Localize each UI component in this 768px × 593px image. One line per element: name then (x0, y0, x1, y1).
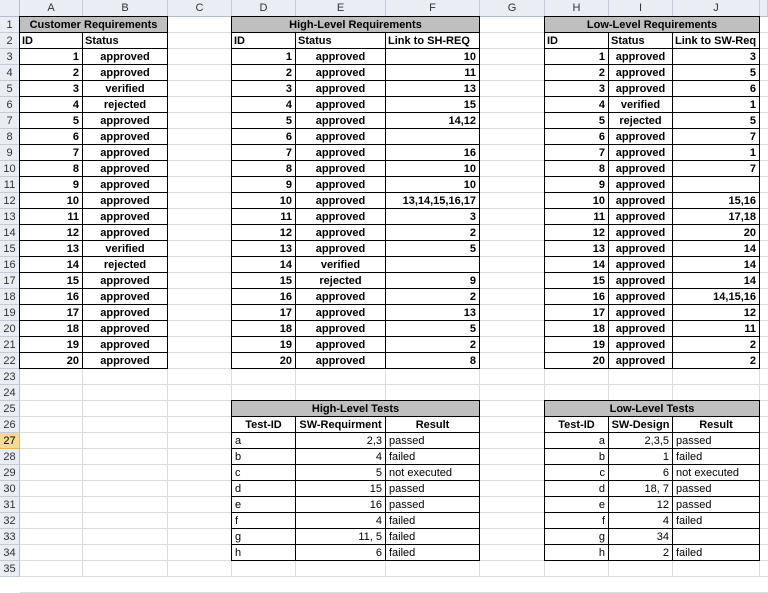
customer-header-id[interactable]: ID (20, 33, 83, 49)
table-cell[interactable]: 1 (609, 449, 673, 465)
low-level-header-status[interactable]: Status (609, 33, 673, 49)
table-cell[interactable]: approved (296, 81, 386, 97)
table-cell[interactable]: failed (386, 545, 480, 561)
table-cell[interactable]: 14 (545, 257, 609, 273)
table-cell[interactable]: 14 (673, 257, 760, 273)
row-header-11[interactable]: 11 (0, 177, 20, 193)
table-cell[interactable]: 2 (545, 65, 609, 81)
table-cell[interactable]: approved (83, 193, 168, 209)
row-header-4[interactable]: 4 (0, 65, 20, 81)
row-header-17[interactable]: 17 (0, 273, 20, 289)
table-cell[interactable]: 7 (232, 145, 296, 161)
column-header-c[interactable]: C (168, 0, 232, 17)
table-cell[interactable]: 12 (20, 225, 83, 241)
table-cell[interactable]: 15 (296, 481, 386, 497)
customer-header-status[interactable]: Status (83, 33, 168, 49)
table-cell[interactable]: 15 (232, 273, 296, 289)
table-cell[interactable]: 2 (386, 337, 480, 353)
table-cell[interactable]: 2 (673, 337, 760, 353)
table-cell[interactable]: a (232, 433, 296, 449)
table-cell[interactable]: 11, 5 (296, 529, 386, 545)
row-header-5[interactable]: 5 (0, 81, 20, 97)
table-cell[interactable]: 14 (232, 257, 296, 273)
table-cell[interactable]: 18 (545, 321, 609, 337)
table-cell[interactable]: approved (83, 289, 168, 305)
table-cell[interactable]: approved (296, 65, 386, 81)
low-tests-header-result[interactable]: Result (673, 417, 760, 433)
table-cell[interactable]: approved (83, 225, 168, 241)
table-cell[interactable]: 13,14,15,16,17 (386, 193, 480, 209)
table-cell[interactable]: approved (609, 337, 673, 353)
gridline (20, 384, 768, 385)
row-header-24[interactable]: 24 (0, 385, 20, 401)
table-cell[interactable]: passed (386, 481, 480, 497)
table-cell[interactable]: b (232, 449, 296, 465)
table-cell[interactable]: 34 (609, 529, 673, 545)
table-cell[interactable]: h (232, 545, 296, 561)
table-cell[interactable]: 11 (20, 209, 83, 225)
table-cell[interactable]: e (545, 497, 609, 513)
table-cell[interactable]: approved (609, 241, 673, 257)
table-cell[interactable]: 9 (545, 177, 609, 193)
table-cell[interactable]: 2 (673, 353, 760, 369)
table-cell[interactable]: approved (296, 305, 386, 321)
table-cell[interactable]: 11 (386, 65, 480, 81)
row-header-29[interactable]: 29 (0, 465, 20, 481)
column-header-j[interactable]: J (673, 0, 760, 17)
table-cell[interactable]: 13 (232, 241, 296, 257)
table-cell[interactable]: 11 (545, 209, 609, 225)
table-cell[interactable]: approved (83, 353, 168, 369)
table-cell[interactable]: 5 (545, 113, 609, 129)
table-cell[interactable]: approved (83, 273, 168, 289)
row-header-35[interactable]: 35 (0, 561, 20, 577)
table-cell[interactable]: 13 (386, 305, 480, 321)
table-cell[interactable]: approved (83, 49, 168, 65)
table-cell[interactable]: failed (673, 449, 760, 465)
table-cell[interactable]: 5 (386, 241, 480, 257)
table-cell[interactable]: 7 (545, 145, 609, 161)
table-cell[interactable]: 16 (545, 289, 609, 305)
table-cell[interactable]: approved (83, 177, 168, 193)
table-cell[interactable]: 10 (386, 161, 480, 177)
table-cell[interactable]: g (232, 529, 296, 545)
table-cell[interactable]: 19 (232, 337, 296, 353)
table-cell[interactable]: 12 (545, 225, 609, 241)
low-tests-header-sw-design[interactable]: SW-Design (609, 417, 673, 433)
row-header-2[interactable]: 2 (0, 33, 20, 49)
table-cell[interactable]: 15 (545, 273, 609, 289)
table-cell[interactable]: b (545, 449, 609, 465)
table-cell[interactable]: approved (296, 337, 386, 353)
table-cell[interactable]: failed (386, 513, 480, 529)
high-tests-header-result[interactable]: Result (386, 417, 480, 433)
table-cell[interactable]: e (232, 497, 296, 513)
table-cell[interactable]: a (545, 433, 609, 449)
table-cell[interactable]: 6 (296, 545, 386, 561)
high-level-header-id[interactable]: ID (232, 33, 296, 49)
table-cell[interactable]: 11 (232, 209, 296, 225)
table-cell[interactable] (673, 177, 760, 193)
table-cell[interactable]: 16 (386, 145, 480, 161)
table-cell[interactable]: approved (609, 193, 673, 209)
table-cell[interactable]: approved (83, 321, 168, 337)
table-cell[interactable]: 1 (232, 49, 296, 65)
table-cell[interactable]: approved (609, 49, 673, 65)
table-cell[interactable]: 2,3 (296, 433, 386, 449)
table-cell[interactable]: approved (296, 225, 386, 241)
table-cell[interactable]: approved (296, 145, 386, 161)
table-cell[interactable]: approved (296, 353, 386, 369)
table-cell[interactable]: 5 (673, 113, 760, 129)
high-level-header-status[interactable]: Status (296, 33, 386, 49)
row-header-15[interactable]: 15 (0, 241, 20, 257)
table-cell[interactable]: 16 (232, 289, 296, 305)
table-cell[interactable]: 1 (673, 145, 760, 161)
table-cell[interactable]: 4 (232, 97, 296, 113)
table-cell[interactable]: 10 (545, 193, 609, 209)
table-cell[interactable]: rejected (83, 97, 168, 113)
high-level-title[interactable]: High-Level Requirements (232, 17, 480, 33)
row-header-28[interactable]: 28 (0, 449, 20, 465)
table-cell[interactable]: 20 (673, 225, 760, 241)
table-cell[interactable]: verified (83, 81, 168, 97)
table-cell[interactable]: verified (83, 241, 168, 257)
low-level-header-link-to-sw-req[interactable]: Link to SW-Req (673, 33, 760, 49)
table-cell[interactable]: 1 (673, 97, 760, 113)
table-cell[interactable]: approved (296, 209, 386, 225)
table-cell[interactable]: approved (609, 177, 673, 193)
table-cell[interactable]: rejected (609, 113, 673, 129)
table-cell[interactable]: 14,15,16 (673, 289, 760, 305)
row-header-12[interactable]: 12 (0, 193, 20, 209)
table-cell[interactable]: 14 (673, 273, 760, 289)
table-cell[interactable]: 5 (20, 113, 83, 129)
row-header-19[interactable]: 19 (0, 305, 20, 321)
table-cell[interactable]: f (545, 513, 609, 529)
table-cell[interactable]: 1 (20, 49, 83, 65)
table-cell[interactable]: 3 (386, 209, 480, 225)
table-cell[interactable]: 14 (20, 257, 83, 273)
table-cell[interactable]: approved (296, 161, 386, 177)
table-cell[interactable]: 2 (20, 65, 83, 81)
table-cell[interactable]: 12 (609, 497, 673, 513)
table-cell[interactable]: 12 (673, 305, 760, 321)
column-header-b[interactable]: B (83, 0, 168, 17)
table-cell[interactable]: approved (83, 161, 168, 177)
table-cell[interactable]: failed (386, 449, 480, 465)
table-cell[interactable]: 12 (232, 225, 296, 241)
table-cell[interactable]: passed (673, 497, 760, 513)
table-cell[interactable]: 14 (673, 241, 760, 257)
table-cell[interactable]: 5 (673, 65, 760, 81)
table-cell[interactable]: 15 (20, 273, 83, 289)
table-cell[interactable] (386, 129, 480, 145)
row-header-23[interactable]: 23 (0, 369, 20, 385)
table-cell[interactable]: approved (83, 305, 168, 321)
row-header-3[interactable]: 3 (0, 49, 20, 65)
high-tests-header-test-id[interactable]: Test-ID (232, 417, 296, 433)
table-cell[interactable]: 13 (545, 241, 609, 257)
row-header-13[interactable]: 13 (0, 209, 20, 225)
table-cell[interactable]: passed (673, 481, 760, 497)
row-header-32[interactable]: 32 (0, 513, 20, 529)
table-cell[interactable]: approved (83, 145, 168, 161)
table-cell[interactable]: 19 (20, 337, 83, 353)
table-cell[interactable]: approved (609, 81, 673, 97)
table-cell[interactable]: 19 (545, 337, 609, 353)
table-cell[interactable]: 13 (386, 81, 480, 97)
table-cell[interactable]: approved (609, 225, 673, 241)
table-cell[interactable]: not executed (386, 465, 480, 481)
table-cell[interactable]: approved (296, 321, 386, 337)
table-cell[interactable]: d (232, 481, 296, 497)
table-cell[interactable]: approved (296, 49, 386, 65)
column-header-g[interactable]: G (480, 0, 545, 17)
table-cell[interactable]: 20 (20, 353, 83, 369)
table-cell[interactable]: approved (296, 289, 386, 305)
high-tests-header-sw-requirment[interactable]: SW-Requirment (296, 417, 386, 433)
table-cell[interactable]: 7 (20, 145, 83, 161)
table-cell[interactable]: 20 (545, 353, 609, 369)
column-header-a[interactable]: A (20, 0, 83, 17)
table-cell[interactable]: failed (673, 513, 760, 529)
table-cell[interactable]: 18 (20, 321, 83, 337)
table-cell[interactable]: 2 (609, 545, 673, 561)
table-cell[interactable]: 17 (545, 305, 609, 321)
table-cell[interactable]: approved (609, 257, 673, 273)
row-header-7[interactable]: 7 (0, 113, 20, 129)
table-cell[interactable] (386, 257, 480, 273)
column-header-filler (760, 0, 768, 17)
row-header-31[interactable]: 31 (0, 497, 20, 513)
table-cell[interactable]: h (545, 545, 609, 561)
row-header-18[interactable]: 18 (0, 289, 20, 305)
table-cell[interactable]: approved (296, 113, 386, 129)
table-cell[interactable]: f (232, 513, 296, 529)
table-cell[interactable]: 6 (232, 129, 296, 145)
table-cell[interactable]: 2,3,5 (609, 433, 673, 449)
table-cell[interactable]: g (545, 529, 609, 545)
table-cell[interactable] (673, 529, 760, 545)
table-cell[interactable]: approved (296, 177, 386, 193)
table-cell[interactable]: 14,12 (386, 113, 480, 129)
row-header-33[interactable]: 33 (0, 529, 20, 545)
table-cell[interactable]: verified (296, 257, 386, 273)
table-cell[interactable]: 8 (20, 161, 83, 177)
row-header-25[interactable]: 25 (0, 401, 20, 417)
table-cell[interactable]: 16 (296, 497, 386, 513)
table-cell[interactable]: 10 (20, 193, 83, 209)
table-cell[interactable]: approved (609, 65, 673, 81)
table-cell[interactable]: approved (609, 353, 673, 369)
table-cell[interactable]: rejected (83, 257, 168, 273)
table-cell[interactable]: 13 (20, 241, 83, 257)
table-cell[interactable]: not executed (673, 465, 760, 481)
table-cell[interactable]: 3 (232, 81, 296, 97)
table-cell[interactable]: failed (386, 529, 480, 545)
table-cell[interactable]: c (232, 465, 296, 481)
row-header-1[interactable]: 1 (0, 17, 20, 33)
table-cell[interactable]: passed (673, 433, 760, 449)
table-cell[interactable]: 3 (545, 81, 609, 97)
table-cell[interactable]: approved (83, 113, 168, 129)
row-header-34[interactable]: 34 (0, 545, 20, 561)
table-cell[interactable]: 9 (386, 273, 480, 289)
table-cell[interactable]: 4 (296, 449, 386, 465)
table-cell[interactable]: 6 (673, 81, 760, 97)
select-all-corner[interactable] (0, 0, 20, 17)
low-level-title[interactable]: Low-Level Requirements (545, 17, 760, 33)
row-header-10[interactable]: 10 (0, 161, 20, 177)
row-header-27[interactable]: 27 (0, 433, 20, 449)
table-cell[interactable]: 2 (232, 65, 296, 81)
row-header-30[interactable]: 30 (0, 481, 20, 497)
table-cell[interactable]: approved (609, 321, 673, 337)
high-tests-title[interactable]: High-Level Tests (232, 401, 480, 417)
table-cell[interactable]: d (545, 481, 609, 497)
table-cell[interactable]: 7 (673, 129, 760, 145)
table-cell[interactable]: approved (83, 209, 168, 225)
row-header-20[interactable]: 20 (0, 321, 20, 337)
low-tests-title[interactable]: Low-Level Tests (545, 401, 760, 417)
customer-title[interactable]: Customer Requirements (20, 17, 168, 33)
table-cell[interactable]: 10 (386, 177, 480, 193)
table-cell[interactable]: 11 (673, 321, 760, 337)
table-cell[interactable]: approved (609, 161, 673, 177)
table-cell[interactable]: approved (296, 129, 386, 145)
table-cell[interactable]: 8 (545, 161, 609, 177)
table-cell[interactable]: 5 (296, 465, 386, 481)
table-cell[interactable]: 6 (20, 129, 83, 145)
table-cell[interactable]: approved (609, 289, 673, 305)
table-cell[interactable]: 10 (386, 49, 480, 65)
row-header-6[interactable]: 6 (0, 97, 20, 113)
table-cell[interactable]: passed (386, 497, 480, 513)
table-cell[interactable]: verified (609, 97, 673, 113)
table-cell[interactable]: 18 (232, 321, 296, 337)
table-cell[interactable]: approved (609, 209, 673, 225)
table-cell[interactable]: 6 (545, 129, 609, 145)
table-cell[interactable]: approved (609, 129, 673, 145)
row-header-21[interactable]: 21 (0, 337, 20, 353)
table-cell[interactable]: 15 (386, 97, 480, 113)
table-cell[interactable]: approved (296, 193, 386, 209)
column-header-d[interactable]: D (232, 0, 296, 17)
table-cell[interactable]: 18, 7 (609, 481, 673, 497)
table-cell[interactable]: approved (296, 241, 386, 257)
table-cell[interactable]: 1 (545, 49, 609, 65)
table-cell[interactable]: approved (609, 273, 673, 289)
table-cell[interactable]: approved (609, 305, 673, 321)
table-cell[interactable]: approved (83, 129, 168, 145)
table-cell[interactable]: 2 (386, 225, 480, 241)
table-cell[interactable]: 17 (20, 305, 83, 321)
table-cell[interactable]: 8 (386, 353, 480, 369)
table-cell[interactable]: approved (83, 65, 168, 81)
table-cell[interactable]: 9 (232, 177, 296, 193)
high-level-header-link-to-sh-req[interactable]: Link to SH-REQ (386, 33, 480, 49)
table-cell[interactable]: 17,18 (673, 209, 760, 225)
column-header-h[interactable]: H (545, 0, 609, 17)
low-level-header-id[interactable]: ID (545, 33, 609, 49)
column-header-i[interactable]: I (609, 0, 673, 17)
table-cell[interactable]: passed (386, 433, 480, 449)
table-cell[interactable]: 4 (20, 97, 83, 113)
table-cell[interactable]: 4 (545, 97, 609, 113)
table-cell[interactable]: 15,16 (673, 193, 760, 209)
row-header-22[interactable]: 22 (0, 353, 20, 369)
table-cell[interactable]: 3 (20, 81, 83, 97)
table-cell[interactable]: 20 (232, 353, 296, 369)
row-header-14[interactable]: 14 (0, 225, 20, 241)
table-cell[interactable]: approved (609, 145, 673, 161)
table-cell[interactable]: 4 (296, 513, 386, 529)
row-header-16[interactable]: 16 (0, 257, 20, 273)
row-header-26[interactable]: 26 (0, 417, 20, 433)
table-cell[interactable]: failed (673, 545, 760, 561)
table-cell[interactable]: 16 (20, 289, 83, 305)
row-header-8[interactable]: 8 (0, 129, 20, 145)
table-cell[interactable]: c (545, 465, 609, 481)
low-tests-header-test-id[interactable]: Test-ID (545, 417, 609, 433)
table-cell[interactable]: 4 (609, 513, 673, 529)
table-cell[interactable]: 9 (20, 177, 83, 193)
table-cell[interactable]: 10 (232, 193, 296, 209)
column-header-f[interactable]: F (386, 0, 480, 17)
table-cell[interactable]: 8 (232, 161, 296, 177)
table-cell[interactable]: 17 (232, 305, 296, 321)
table-cell[interactable]: 5 (386, 321, 480, 337)
table-cell[interactable]: approved (296, 97, 386, 113)
table-cell[interactable]: 2 (386, 289, 480, 305)
table-cell[interactable]: 7 (673, 161, 760, 177)
table-cell[interactable]: approved (83, 337, 168, 353)
table-cell[interactable]: 5 (232, 113, 296, 129)
column-header-e[interactable]: E (296, 0, 386, 17)
row-header-9[interactable]: 9 (0, 145, 20, 161)
table-cell[interactable]: 6 (609, 465, 673, 481)
table-cell[interactable]: 3 (673, 49, 760, 65)
table-cell[interactable]: rejected (296, 273, 386, 289)
